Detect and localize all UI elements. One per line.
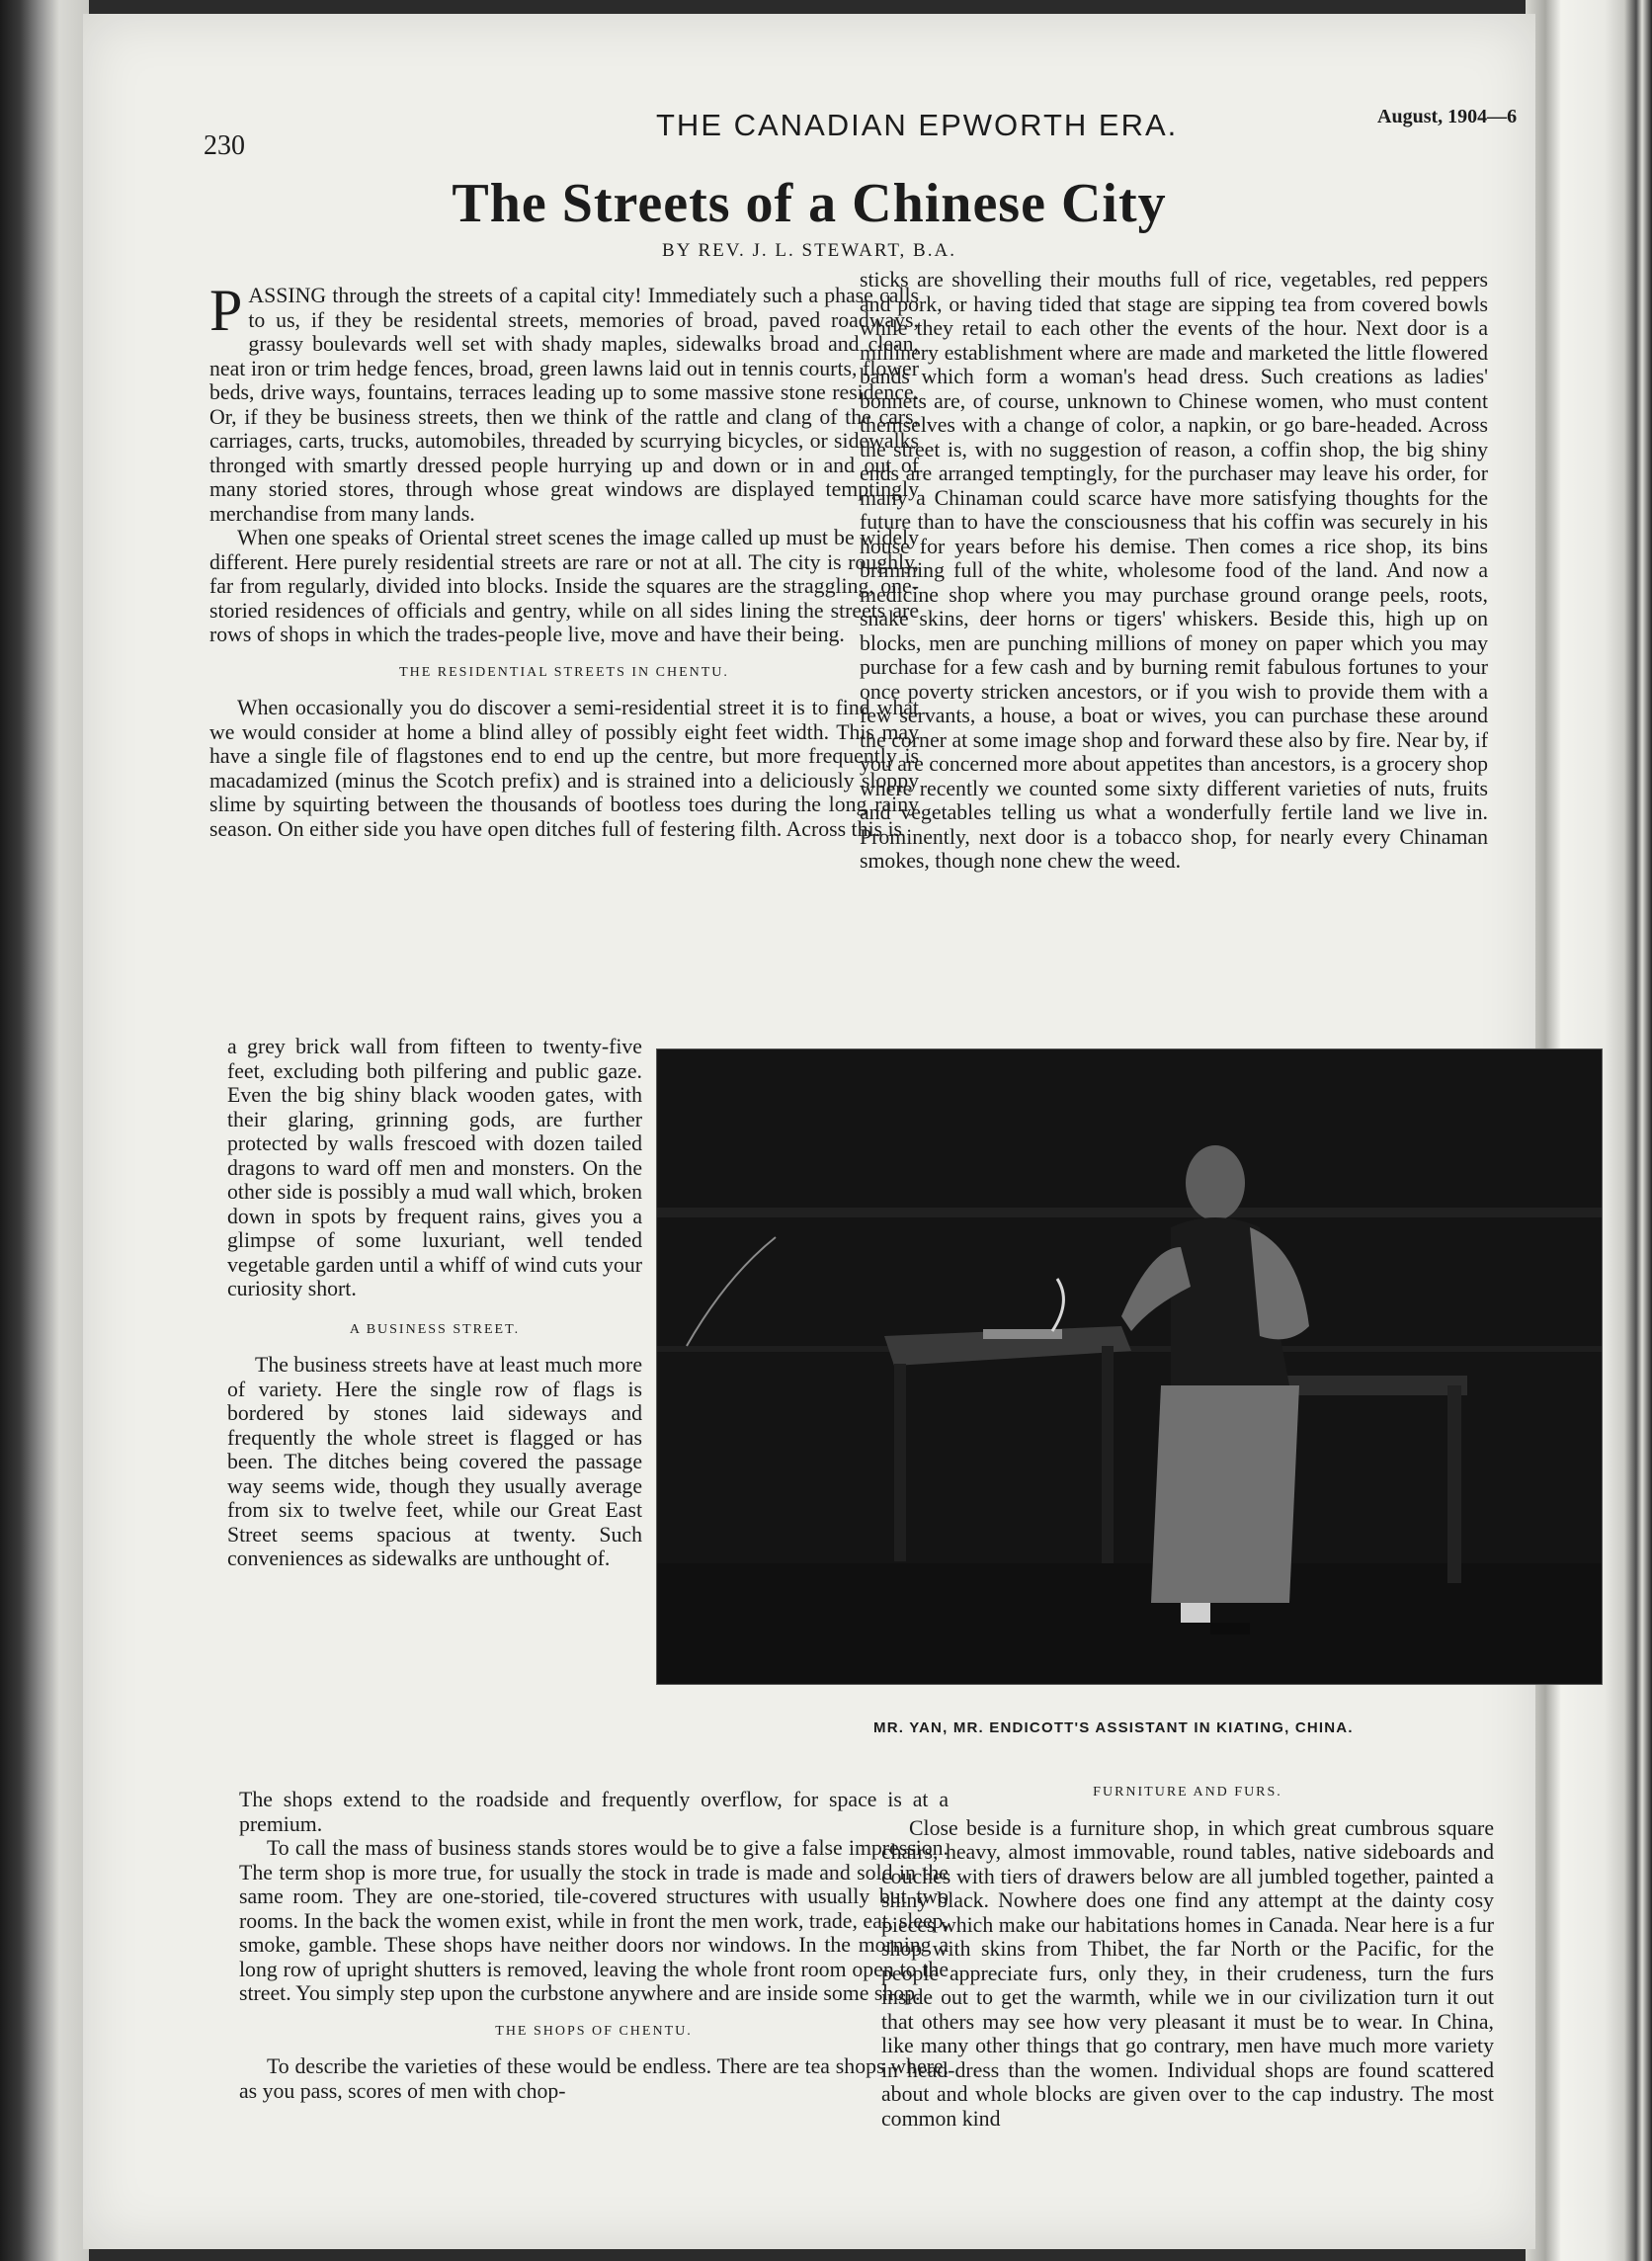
paragraph-oriental: When one speaks of Oriental street scenes the image called up must be widely different. Here purely residential streets are rare or not at all. The city is roughly, far from regularly, divided into blocks. Inside the squares are the straggling, one-storied residences of officials and gentry, while on all sides lining the streets are rows of shops in which the trades-people live, move and have their being.	[209, 526, 919, 646]
paragraph-residential: When occasionally you do discover a semi-residential street it is to find what we would consider at home a blind alley of possibly eight feet width. This may have a single file of flagstones end to end up the centre, but more frequently is macadamized (minus the Scotch prefix) and is strained into a deliciously sloppy slime by squirting between the thousands of bootless toes during the long rainy season. On either side you have open ditches full of festering filth. Across this is	[209, 696, 919, 841]
subheading-residential: THE RESIDENTIAL STREETS IN CHENTU.	[399, 664, 729, 680]
article-title: The Streets of a Chinese City	[452, 173, 1167, 234]
paragraph-shops-roadside: The shops extend to the roadside and frequently overflow, for space is at a premium.	[239, 1788, 949, 1836]
paragraph-furniture: Close beside is a furniture shop, in which great cumbrous square chairs, heavy, almost immovable, round tables, native sideboards and couches with tiers of drawers below are all jumbled together, painted a shiny black. Nowhere does one find any attempt at the dainty cosy pieces which make our habitations homes in Canada. Near here is a fur shop with skins from Thibet, the far North or the Pacific, for the people appreciate furs, only they, in their crudeness, turn the furs inside out to get the warmth, while we in our civilization turn it out that others may see how very pleasant it must be to wear. In China, like many other things that go contrary, men have much more variety in head-dress than the women. Individual shops are found scattered about and whole blocks are given over to the cap industry. The most common kind	[881, 1815, 1494, 2131]
right-column-lower	[881, 1781, 1494, 2131]
scan-binding-edge	[0, 0, 89, 2261]
right-column-upper	[860, 268, 1488, 874]
subheading-business-street: A BUSINESS STREET.	[349, 1321, 521, 1337]
magazine-page	[83, 14, 1535, 2249]
subheading-shops: THE SHOPS OF CHENTU.	[495, 2023, 693, 2039]
byline: BY REV. J. L. STEWART, B.A.	[662, 240, 956, 261]
issue-date: August, 1904—6	[1377, 106, 1518, 127]
left-column-lower	[239, 1788, 949, 2103]
subheading-furniture-furs: FURNITURE AND FURS.	[1093, 1785, 1282, 1800]
paragraph-varieties: To describe the varieties of these would be endless. There are tea shops where, as you pass, scores of men with chop-	[239, 2054, 949, 2103]
seated-man-photo	[657, 1049, 1602, 1684]
intro-paragraph: PASSING through the streets of a capital city! Immediately such a phase calls to us, if they be residental streets, memories of broad, paved roadways, grassy boulevards well set with shady maples, sidewalks broad and clean, neat iron or trim hedge fences, broad, green lawns laid out in tennis courts, flower beds, drive ways, fountains, terraces leading up to some massive stone residence. Or, if they be business streets, then we think of the rattle and clang of the cars, carriages, carts, trucks, automobiles, threaded by scurrying bicycles, or sidewalks thronged with smartly dressed people hurrying up and down or in and out of many storied stores, through whose great windows are displayed temptingly merchandise from many lands.	[209, 278, 919, 526]
page-number: 230	[204, 130, 245, 161]
photograph	[656, 1048, 1603, 1685]
paragraph-stores: To call the mass of business stands stores would be to give a false impression. The term shop is more true, for usually the stock in trade is made and sold in the same room. They are one-storied, tile-covered structures with usually but two rooms. In the back the women exist, while in front the men work, trade, eat, sleep, smoke, gamble. These shops have neither doors nor windows. In the morning a long row of upright shutters is removed, leaving the whole front room open to the street. You simply step upon the curbstone anywhere and are inside some shop.	[239, 1836, 949, 2005]
paragraph-tea-shops: sticks are shovelling their mouths full of rice, vegetables, red peppers and pork, or having tided that stage are sipping tea from covered bowls while they retail to each other the events of the hour. Next door is a millinery establishment where are made and marketed the little flowered bands which form a woman's head dress. Such creations as ladies' bonnets are, of course, unknown to Chinese women, who must content themselves with a change of color, a napkin, or go bare-headed. Across the street is, with no suggestion of reason, a coffin shop, the big shiny ends are arranged temptingly, for the purchaser may leave his order, for many a Chinaman could scarce have more satisfying thoughts for the future than to have the consciousness that his coffin was securely in his house for years before his demise. Then comes a rice shop, its bins brimming full of the white, wholesome food of the land. And now a medicine shop where you may purchase ground orange peels, roots, snake skins, deer horns or tigers' whiskers. Beside this, high up on blocks, men are punching millions of money on paper which you may purchase for a few cash and by burning remit fabulous fortunes to your once poverty stricken ancestors, or if you wish to provide them with a few servants, a house, a boat or wives, you can purchase these around the corner at some image shop and forward these also by fire. Near by, if you are concerned more about appetites than ancestors, is a grocery shop where recently we counted some sixty different varieties of nuts, fruits and vegetables telling us what a wonderfully fertile land we live in. Prominently, next door is a tobacco shop, for nearly every Chinaman smokes, though none chew the weed.	[860, 268, 1488, 873]
left-column-upper	[209, 278, 919, 841]
running-head-title: THE CANADIAN EPWORTH ERA.	[656, 108, 1179, 142]
paragraph-wall: a grey brick wall from fifteen to twenty-five feet, excluding both pilfering and public gaze. Even the big shiny black wooden gates, with their glaring, grinning gods, are further protected by walls frescoed with dozen tailed dragons to ward off men and monsters. On the other side is possibly a mud wall which, broken down in spots by frequent rains, gives you a glimpse of some luxuriant, well tended vegetable garden until a whiff of wind cuts your curiosity short.	[227, 1035, 642, 1300]
left-column-narrow	[227, 1035, 642, 1571]
drop-cap: P	[209, 278, 243, 343]
paragraph-business-streets: The business streets have at least much more of variety. Here the single row of flags is bordered by stones laid sideways and frequently the whole street is flagged or has been. The ditches being covered the passage way seems wide, though they usually average from six to twelve feet, while our Great East Street seems spacious at twenty. Such conveniences as sidewalks are unthought of.	[227, 1353, 642, 1570]
photo-caption: MR. YAN, MR. ENDICOTT'S ASSISTANT IN KIATING, CHINA.	[873, 1719, 1354, 1736]
